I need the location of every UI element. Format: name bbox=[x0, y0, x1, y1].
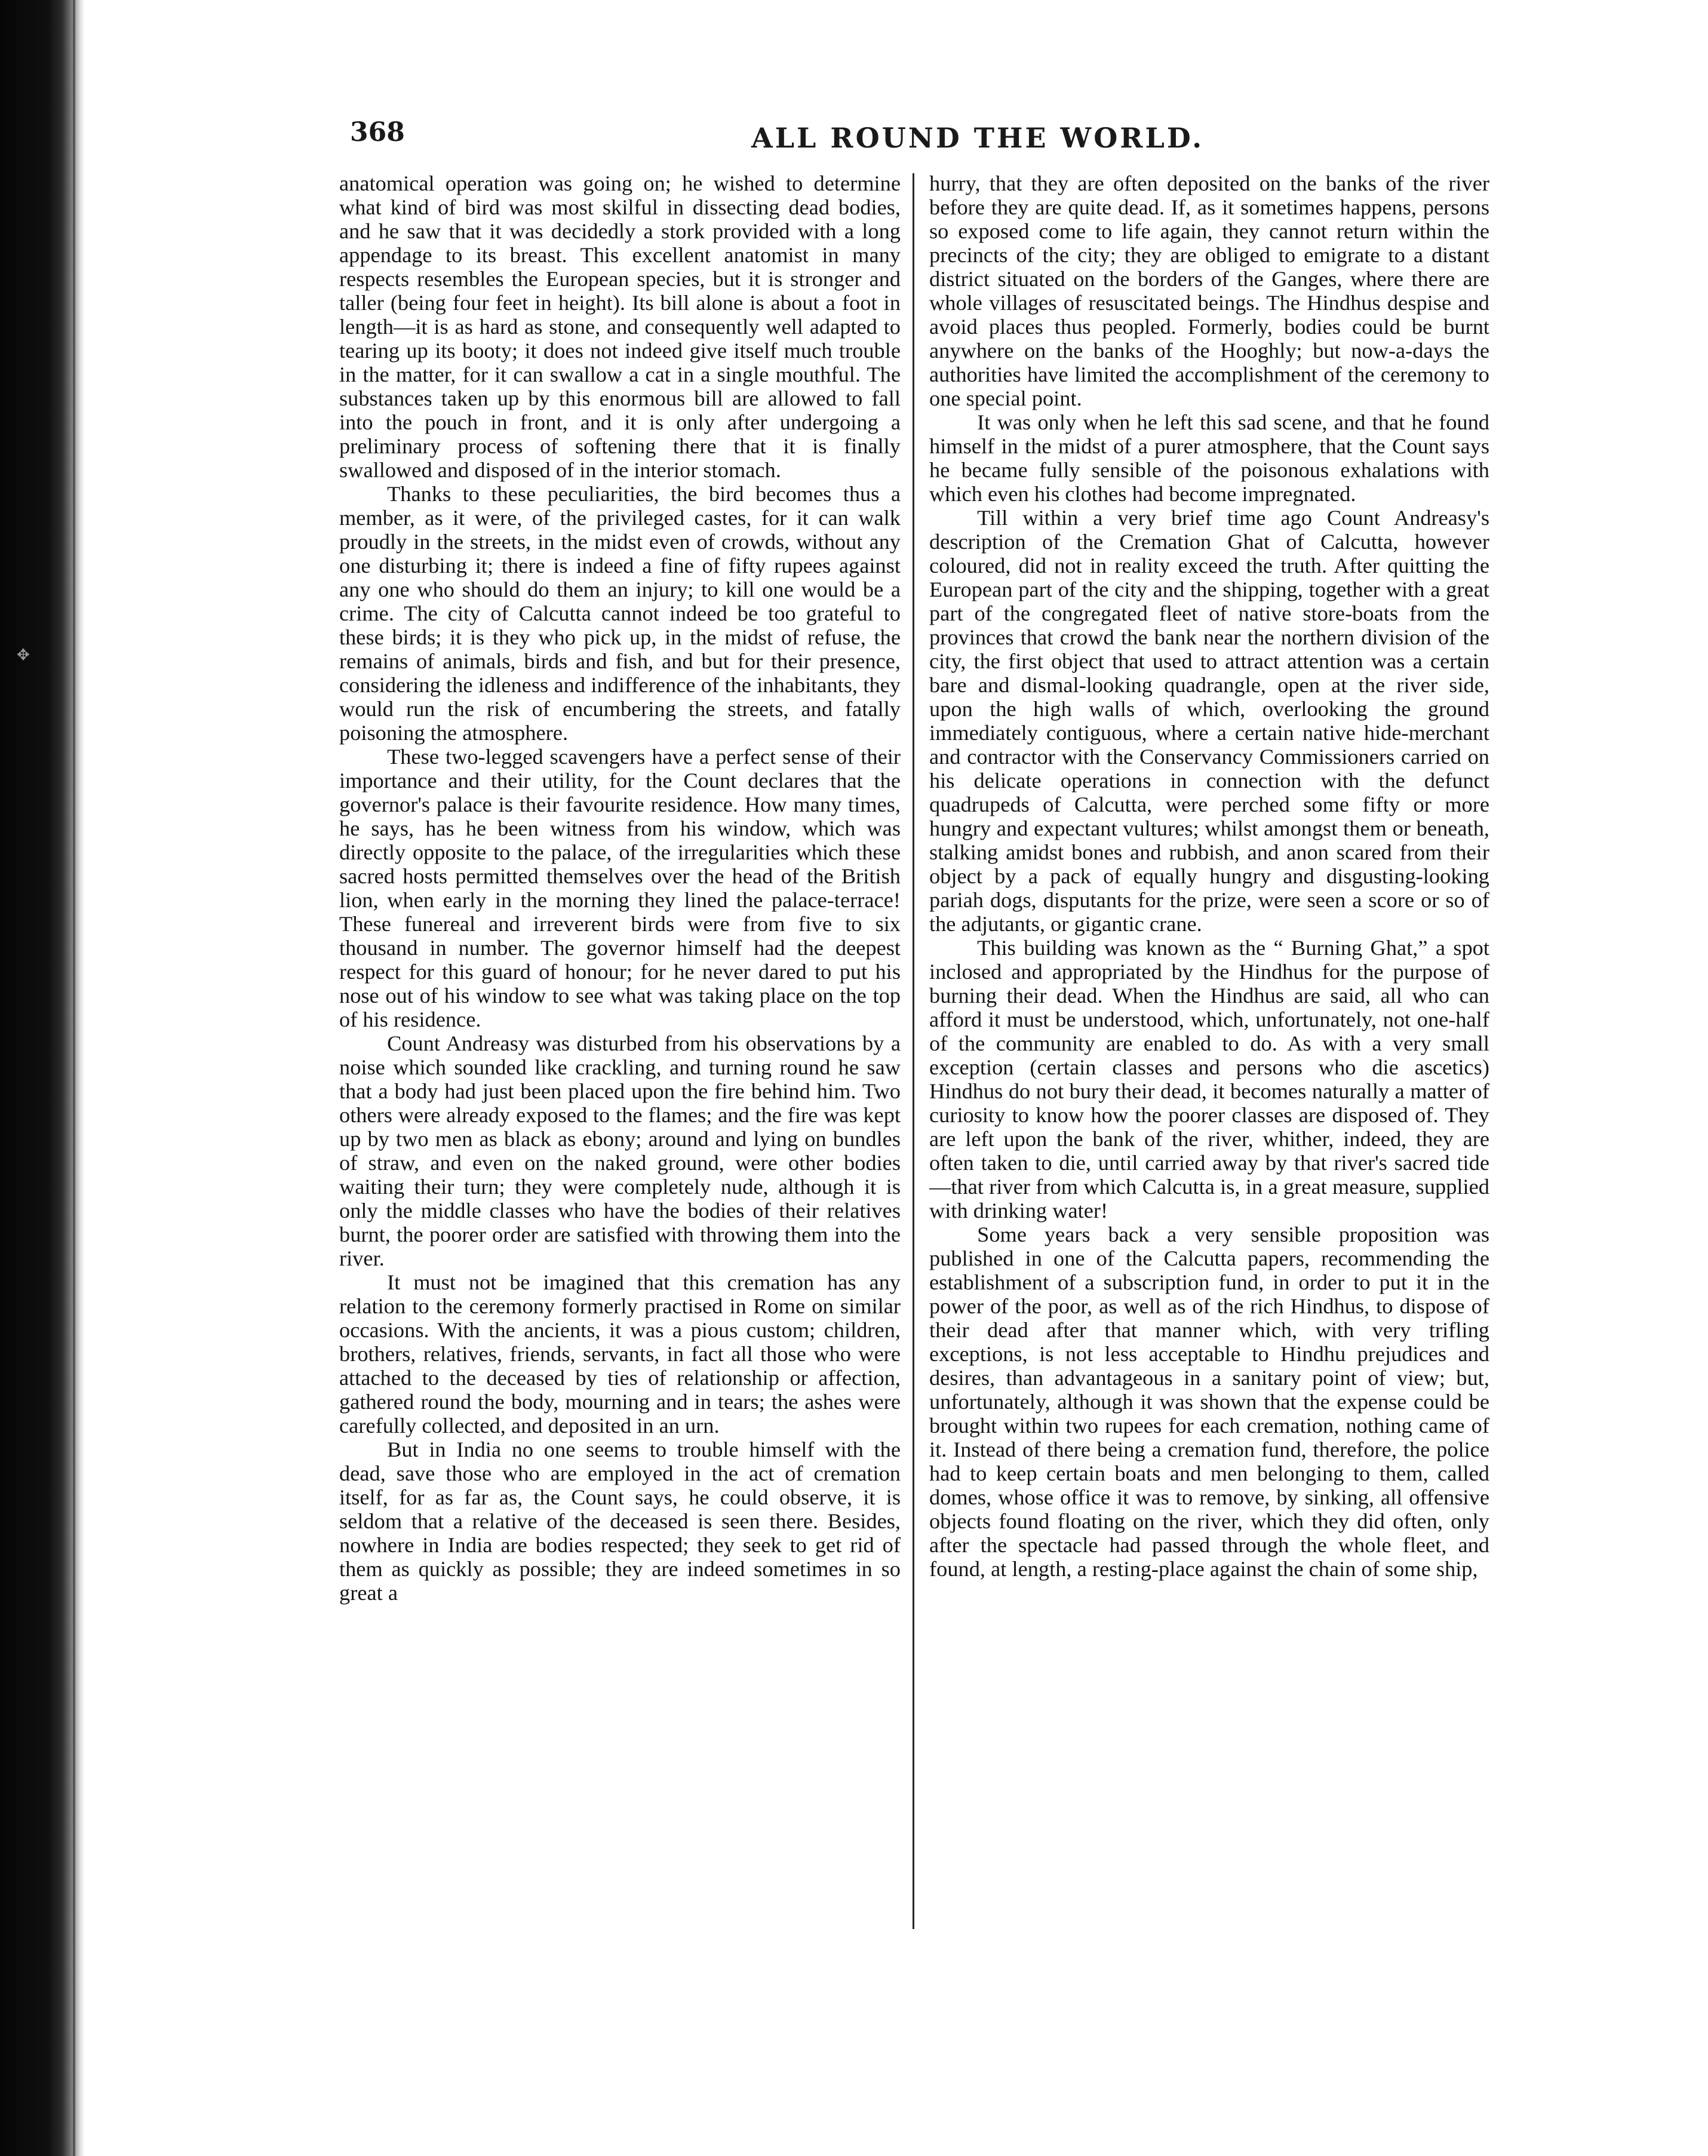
paragraph: This building was known as the “ Burning Ghat,” a spot inclosed and appropriated by the Hindhus for the purpose of burning their dead. When the Hindhus are said, all who can afford it must be understood, which, unfortunately, not one-half of the community are enabled to do. As with a very small exception (certain classes and persons who die ascetics) Hindhus do not bury their dead, it becomes naturally a matter of curiosity to know how the poorer classes are disposed of. They are left upon the bank of the river, whither, indeed, they are often taken to die, until carried away by that river's sacred tide—that river from which Calcutta is, in a great measure, supplied with drinking water! bbox=[929, 936, 1489, 1223]
paragraph: Some years back a very sensible proposition was published in one of the Calcutta papers, recommending the establishment of a subscription fund, in order to put it in the power of the poor, as well as of the rich Hindhus, to dispose of their dead after that manner which, with very trifling exceptions, is not less acceptable to Hindhu prejudices and desires, than advantageous in a sanitary point of view; but, unfortunately, although it was shown that the expense could be brought within two rupees for each cremation, nothing came of it. Instead of there being a cremation fund, therefore, the police had to keep certain boats and men belonging to them, called domes, whose office it was to remove, by sinking, all offensive objects found floating on the river, which they did often, only after the spectacle had passed through the whole fleet, and found, at length, a resting-place against the chain of some ship, bbox=[929, 1223, 1489, 1581]
paragraph: Count Andreasy was disturbed from his observations by a noise which sounded like crackling, and turning round he saw that a body had just been placed upon the fire behind him. Two others were already exposed to the flames; and the fire was kept up by two men as black as ebony; around and lying on bundles of straw, and even on the naked ground, were other bodies waiting their turn; they were completely nude, although it is only the middle classes who have the bodies of their relatives burnt, the poorer order are satisfied with throwing them into the river. bbox=[339, 1031, 901, 1270]
paragraph: hurry, that they are often deposited on the banks of the river before they are quite dead. If, as it sometimes happens, persons so exposed come to life again, they cannot return within the precincts of the city; they are obliged to emigrate to a distant district situated on the borders of the Ganges, where there are whole villages of resuscitated beings. The Hindhus despise and avoid places thus peopled. Formerly, bodies could be burnt anywhere on the banks of the Hooghly; but now-a-days the authorities have limited the accomplishment of the ceremony to one special point. bbox=[929, 171, 1489, 410]
paragraph: It must not be imagined that this cremation has any relation to the ceremony formerly practised in Rome on similar occasions. With the ancients, it was a pious custom; children, brothers, relatives, friends, servants, in fact all those who were attached to the deceased by ties of relationship or affection, gathered round the body, mourning and in tears; the ashes were carefully collected, and deposited in an urn. bbox=[339, 1270, 901, 1438]
book-gutter-shadow bbox=[0, 0, 85, 2156]
paragraph: anatomical operation was going on; he wished to determine what kind of bird was most skilful in dissecting dead bodies, and he saw that it was decidedly a stork provided with a long appendage to its breast. This excellent anatomist in many respects resembles the European species, but it is stronger and taller (being four feet in height). Its bill alone is about a foot in length—it is as hard as stone, and consequently well adapted to tearing up its booty; it does not indeed give itself much trouble in the matter, for it can swallow a cat in a single mouthful. The substances taken up by this enormous bill are allowed to fall into the pouch in front, and it is only after undergoing a preliminary process of softening there that it is finally swallowed and disposed of in the interior stomach. bbox=[339, 171, 901, 482]
binding-edge-line bbox=[73, 0, 75, 2156]
paragraph: But in India no one seems to trouble himself with the dead, save those who are employed in the act of cremation itself, for as far as, the Count says, he could observe, it is seldom that a relative of the deceased is seen there. Besides, nowhere in India are bodies respected; they seek to get rid of them as quickly as possible; they are indeed sometimes in so great a bbox=[339, 1438, 901, 1605]
paragraph: These two-legged scavengers have a perfect sense of their importance and their utility, for the Count declares that the governor's palace is their favourite residence. How many times, he says, has he been witness from his window, which was directly opposite to the palace, of the irregularities which these sacred hosts permitted themselves over the head of the British lion, when early in the morning they lined the palace-terrace! These funereal and irreverent birds were from five to six thousand in number. The governor himself had the deepest respect for this guard of honour; for he never dared to put his nose out of his window to see what was taking place on the top of his residence. bbox=[339, 745, 901, 1031]
paragraph: Thanks to these peculiarities, the bird becomes thus a member, as it were, of the privileged castes, for it can walk proudly in the streets, in the midst even of crowds, without any one disturbing it; there is indeed a fine of fifty rupees against any one who should do them an injury; to kill one would be a crime. The city of Calcutta cannot indeed be too grateful to these birds; it is they who pick up, in the midst of refuse, the remains of animals, birds and fish, and but for their presence, considering the idleness and indifference of the inhabitants, they would run the risk of encumbering the streets, and fatally poisoning the atmosphere. bbox=[339, 482, 901, 745]
left-column bbox=[339, 171, 901, 1930]
column-divider bbox=[913, 173, 914, 1929]
paragraph: Till within a very brief time ago Count Andreasy's description of the Cremation Ghat of Calcutta, however coloured, did not in reality exceed the truth. After quitting the European part of the city and the shipping, together with a great part of the congregated fleet of native store-boats from the provinces that crowd the bank near the northern division of the city, the first object that used to attract attention was a certain bare and dismal-looking quadrangle, open at the river side, upon the high walls of which, overlooking the ground immediately contiguous, where a certain native hide-merchant and contractor with the Conservancy Commissioners carried on his delicate operations in connection with the defunct quadrupeds of Calcutta, were perched some fifty or more hungry and expectant vultures; whilst amongst them or beneath, stalking amidst bones and rubbish, and anon scared from their object by a pack of equally hungry and disgusting-looking pariah dogs, disputants for the prize, were seen a score or so of the adjutants, or gigantic crane. bbox=[929, 506, 1489, 936]
paragraph: It was only when he left this sad scene, and that he found himself in the midst of a purer atmosphere, that the Count says he became fully sensible of the poisonous exhalations with which even his clothes had become impregnated. bbox=[929, 410, 1489, 506]
page-number: 368 bbox=[350, 117, 405, 148]
margin-ornament: ✥ bbox=[17, 646, 30, 664]
right-column bbox=[929, 171, 1489, 1930]
running-head: ALL ROUND THE WORLD. bbox=[751, 122, 1205, 154]
